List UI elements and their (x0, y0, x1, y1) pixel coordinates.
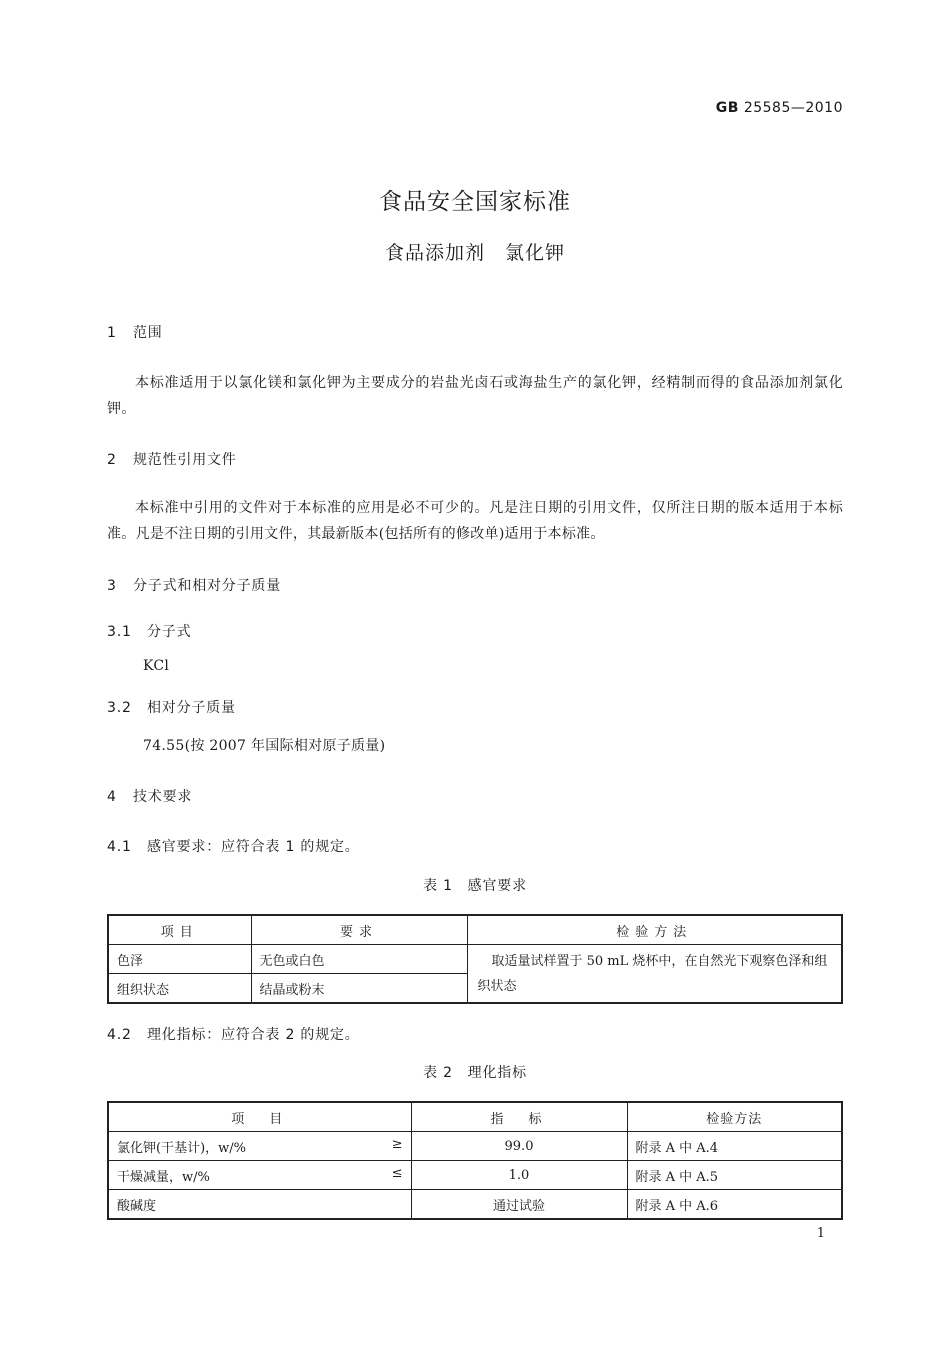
table1-caption: 表 1 感官要求 (423, 878, 527, 894)
table-row: 色泽 无色或白色 取适量试样置于 50 mL 烧杯中，在自然光下观察色泽和组织状态 (108, 945, 842, 974)
section-heading-2: 2 规范性引用文件 (107, 452, 237, 468)
table-row: 组织状态 结晶或粉末 (108, 974, 842, 1004)
table-row: 酸碱度 通过试验 附录 A 中 A.6 (108, 1190, 842, 1220)
document-subtitle: 食品添加剂 氯化钾 (384, 242, 565, 264)
page-number: 1 (816, 1226, 825, 1241)
section-heading-4: 4 技术要求 (107, 789, 193, 805)
table2-header-method: 检验方法 (627, 1102, 842, 1132)
document-title: 食品安全国家标准 (379, 189, 571, 215)
table2-header-value: 指 标 (411, 1102, 627, 1132)
table2-caption: 表 2 理化指标 (423, 1065, 527, 1081)
table-sensory (107, 914, 843, 1004)
section-heading-4-1: 4.1 感官要求：应符合表 1 的规定。 (107, 839, 360, 855)
table2-header-item: 项 目 (108, 1102, 411, 1132)
section-heading-3: 3 分子式和相对分子质量 (107, 578, 281, 594)
table-physicochemical (107, 1101, 843, 1220)
molecular-mass: 74.55(按 2007 年国际相对原子质量) (143, 738, 386, 754)
table-row: 干燥减量，w/% ≤ 1.0 附录 A 中 A.5 (108, 1161, 842, 1190)
section-heading-4-2: 4.2 理化指标：应符合表 2 的规定。 (107, 1027, 360, 1043)
formula: KCl (143, 658, 170, 674)
table-row: 氯化钾(干基计)，w/% ≥ 99.0 附录 A 中 A.4 (108, 1132, 842, 1161)
section-heading-1: 1 范围 (107, 325, 163, 341)
section-heading-3-2: 3.2 相对分子质量 (107, 700, 236, 716)
table1-header-method: 检验方法 (467, 915, 842, 945)
table1-header-requirement: 要求 (251, 915, 467, 945)
table1-header-item: 项目 (108, 915, 251, 945)
section-body-1: 本标准适用于以氯化镁和氯化钾为主要成分的岩盐光卤石或海盐生产的氯化钾，经精制而得的食品添加剂氯化钾。 (107, 375, 843, 417)
table1-method: 取适量试样置于 50 mL 烧杯中，在自然光下观察色泽和组织状态 (467, 945, 842, 1004)
section-heading-3-1: 3.1 分子式 (107, 624, 192, 640)
section-body-2: 本标准中引用的文件对于本标准的应用是必不可少的。凡是注日期的引用文件，仅所注日期的版本适用于本标准。凡是不注日期的引用文件，其最新版本(包括所有的修改单)适用于本标准。 (107, 500, 843, 542)
standard-code: GB 25585—2010 (715, 100, 843, 116)
